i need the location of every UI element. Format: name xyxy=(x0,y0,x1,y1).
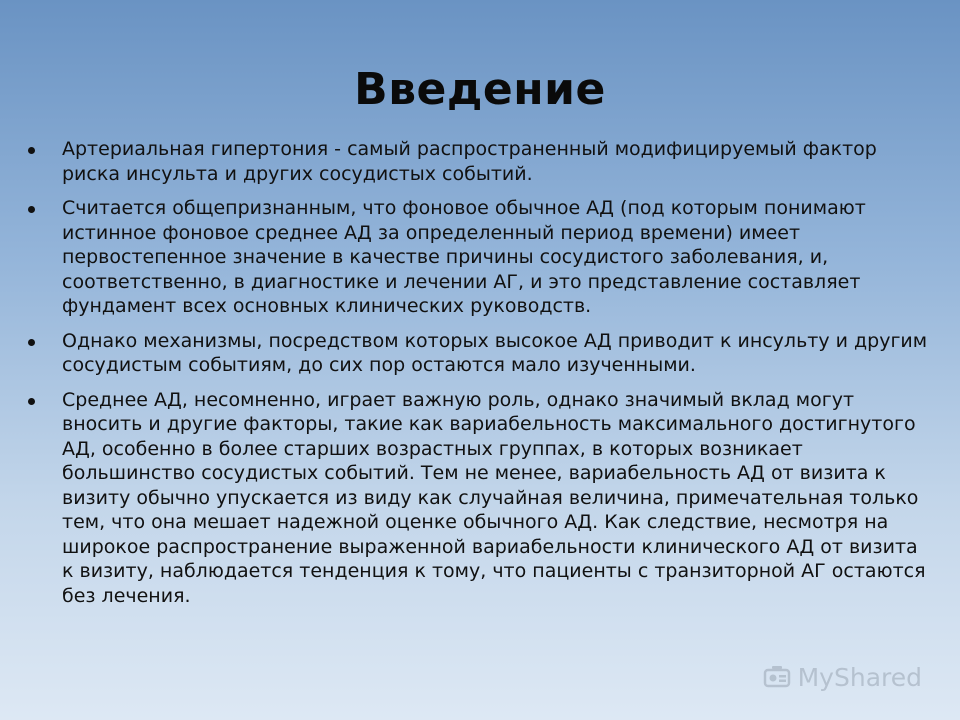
bullet-dot xyxy=(28,398,35,405)
watermark-text: MyShared xyxy=(797,662,922,692)
bullet-item xyxy=(24,137,934,186)
projector-icon xyxy=(762,662,792,692)
bullet-dot xyxy=(28,339,35,346)
watermark-logo xyxy=(762,662,922,692)
bullet-item xyxy=(24,329,934,378)
bullet-text: Артериальная гипертония - самый распространенный модифицируемый фактор риска инсульта и других сосудистых событий. xyxy=(62,138,877,185)
slide-title: Введение xyxy=(354,64,606,115)
bullet-text: Считается общепризнанным, что фоновое обычное АД (под которым понимают истинное фоновое среднее АД за определенный период времени) имеет первостепенное значение в качестве причины сосудистого заболевания, и, соответственно, в диагностике и лечении АГ, и это представление составляет фундамент всех основных клинических руководств. xyxy=(62,197,866,317)
bullet-dot xyxy=(28,206,35,213)
bullet-text: Среднее АД, несомненно, играет важную роль, однако значимый вклад могут вносить и другие факторы, такие как вариабельность максимального достигнутого АД, особенно в более старших возрастных группах, в которых возникает большинство сосудистых событий. Тем не менее, вариабельность АД от визита к визиту обычно упускается из виду как случайная величина, примечательная только тем, что она мешает надежной оценке обычного АД. Как следствие, несмотря на широкое распространение выраженной вариабельности клинического АД от визита к визиту, наблюдается тенденция к тому, что пациенты с транзиторной АГ остаются без лечения. xyxy=(62,388,926,607)
bullet-dot xyxy=(28,147,35,154)
bullet-item xyxy=(24,388,934,609)
bullet-item xyxy=(24,196,934,319)
bullet-list xyxy=(24,137,934,618)
bullet-text: Однако механизмы, посредством которых высокое АД приводит к инсульту и другим сосудистым событиям, до сих пор остаются мало изученными. xyxy=(62,329,928,376)
